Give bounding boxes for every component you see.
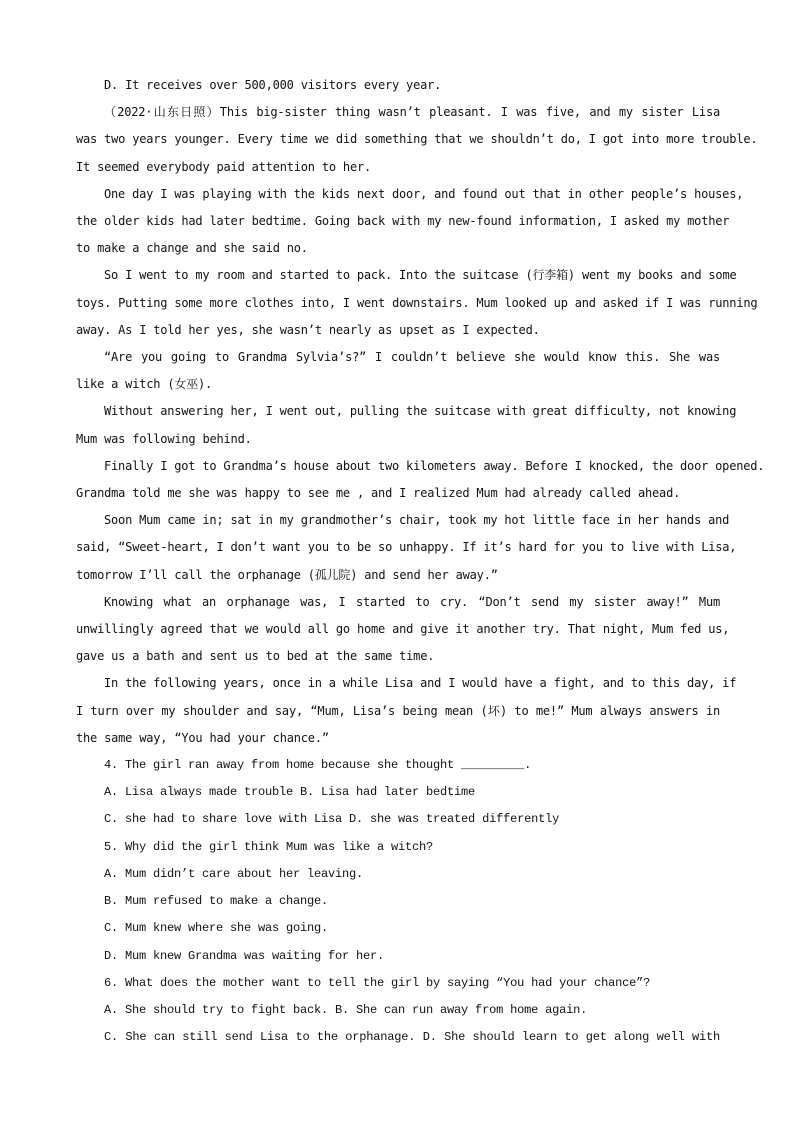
passage-line: Without answering her, I went out, pulling the suitcase with great difficulty, not knowing (104, 404, 737, 419)
passage-line: It seemed everybody paid attention to her. (76, 159, 372, 174)
passage-line: said, “Sweet-heart, I don’t want you to be so unhappy. If it’s hard for you to live with Lisa, (76, 540, 737, 555)
answer-option: C. she had to share love with Lisa D. she was treated differently (104, 812, 560, 827)
question-list (76, 752, 720, 1051)
passage-line: Grandma told me she was happy to see me , and I realized Mum had already called ahead. (76, 486, 681, 501)
question-stem: 4. The girl ran away from home because she thought _________. (104, 758, 532, 773)
passage-line: toys. Putting some more clothes into, I went downstairs. Mum looked up and asked if I was running (76, 295, 758, 310)
answer-option: B. Mum refused to make a change. (104, 894, 329, 909)
question-stem: 6. What does the mother want to tell the girl by saying “You had your chance”? (104, 975, 651, 990)
previous-option-d: D. It receives over 500,000 visitors every year. (104, 78, 442, 92)
answer-option: A. Mum didn’t care about her leaving. (104, 866, 364, 881)
passage-line: unwillingly agreed that we would all go home and give it another try. That night, Mum fed us, (76, 622, 730, 637)
answer-option: A. She should try to fight back. B. She can run away from home again. (104, 1002, 588, 1017)
passage-line: like a witch (女巫). (76, 377, 212, 392)
question-stem: 5. Why did the girl think Mum was like a witch? (104, 839, 434, 854)
passage-line: One day I was playing with the kids next door, and found out that in other people’s houses, (104, 186, 744, 201)
passage-line: the same way, “You had your chance.” (76, 730, 329, 745)
passage-line: In the following years, once in a while Lisa and I would have a fight, and to this day, if (104, 676, 737, 691)
answer-option: D. Mum knew Grandma was waiting for her. (104, 948, 385, 963)
passage-line: “Are you going to Grandma Sylvia’s?” I couldn’t believe she would know this. She was (104, 350, 720, 365)
reading-passage (76, 99, 765, 752)
answer-option: C. Mum knew where she was going. (104, 921, 329, 936)
passage-line: was two years younger. Every time we did something that we shouldn’t do, I got into more trouble. (76, 132, 758, 147)
answer-option: A. Lisa always made trouble B. Lisa had later bedtime (104, 785, 476, 800)
document-page (76, 72, 765, 1051)
passage-line: Knowing what an orphanage was, I started to cry. “Don’t send my sister away!” Mum (104, 594, 720, 609)
passage-line: tomorrow I’ll call the orphanage (孤儿院) and send her away.” (76, 567, 498, 582)
passage-line: Soon Mum came in; sat in my grandmother’s chair, took my hot little face in her hands and (104, 513, 730, 528)
passage-line: gave us a bath and sent us to bed at the same time. (76, 649, 435, 664)
passage-line: Finally I got to Grandma’s house about two kilometers away. Before I knocked, the door opened. (104, 458, 765, 473)
passage-line: away. As I told her yes, she wasn’t nearly as upset as I expected. (76, 322, 540, 337)
passage-line: to make a change and she said no. (76, 241, 308, 256)
passage-line: So I went to my room and started to pack. Into the suitcase (行李箱) went my books and some (104, 268, 737, 283)
answer-option: C. She can still send Lisa to the orphanage. D. She should learn to get along well with (104, 1030, 720, 1045)
passage-line: the older kids had later bedtime. Going back with my new-found information, I asked my mother (76, 214, 730, 229)
passage-line: I turn over my shoulder and say, “Mum, Lisa’s being mean (坏) to me!” Mum always answers in (76, 703, 720, 718)
passage-line: （2022·山东日照）This big-sister thing wasn’t pleasant. I was five, and my sister Lisa (104, 105, 720, 120)
passage-line: Mum was following behind. (76, 431, 252, 446)
